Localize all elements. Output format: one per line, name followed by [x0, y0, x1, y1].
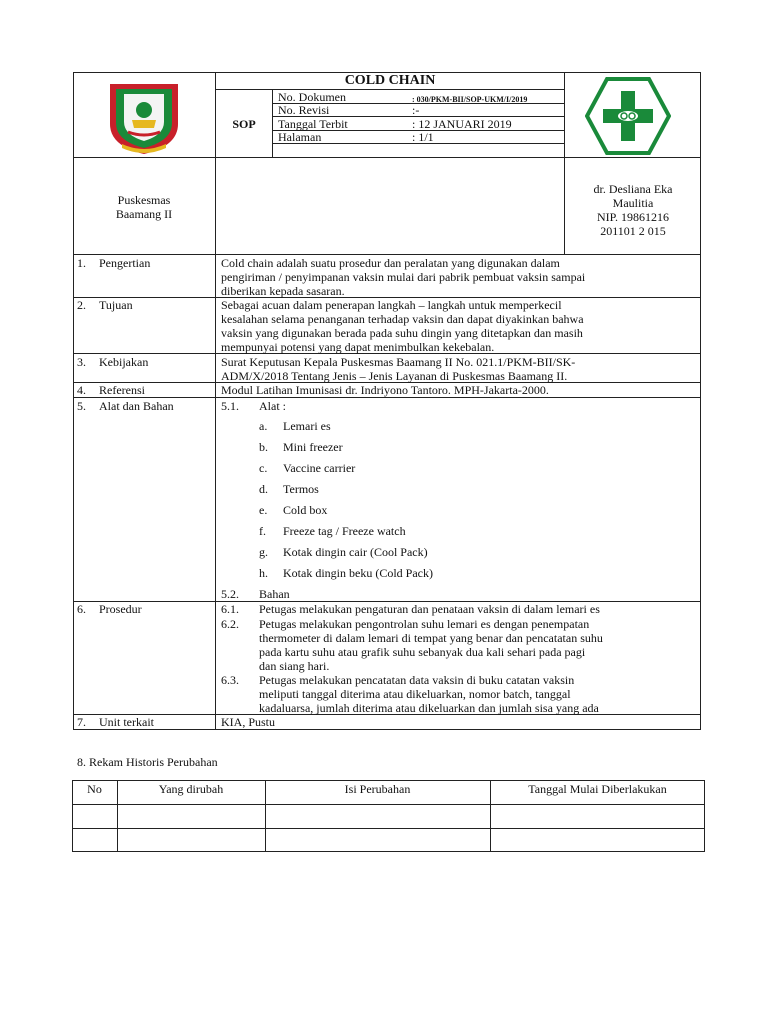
organization-name: Puskesmas Baamang II: [115, 193, 173, 221]
list-item: Kotak dingin beku (Cold Pack): [283, 566, 433, 580]
meta-label: Halaman: [278, 130, 322, 144]
list-item-letter: c.: [259, 461, 268, 475]
step-text: meliputi tanggal diterima atau dikeluarkan, nomor batch, tanggal: [259, 687, 571, 701]
section-number: 6.: [77, 602, 86, 616]
divider: [564, 72, 565, 255]
section-text-line: Sebagai acuan dalam penerapan langkah – langkah untuk memperkecil: [221, 298, 562, 312]
step-text: thermometer di dalam lemari di tempat yang benar dan pencatatan suhu: [259, 631, 603, 645]
section-number: 1.: [77, 256, 86, 270]
section-text-line: ADM/X/2018 Tentang Jenis – Jenis Layanan di Puskesmas Baamang II.: [221, 369, 568, 383]
meta-value: : 1/1: [412, 130, 434, 144]
meta-label: Tanggal Terbit: [278, 117, 348, 131]
list-item: Mini freezer: [283, 440, 343, 454]
meta-label: No. Dokumen: [278, 90, 346, 104]
step-number: 6.3.: [221, 673, 239, 687]
section-label: Tujuan: [99, 298, 133, 312]
section-text-line: Surat Keputusan Kepala Puskesmas Baamang II No. 021.1/PKM-BII/SK-: [221, 355, 576, 369]
section-number: 4.: [77, 383, 86, 397]
meta-value: : 12 JANUARI 2019: [412, 117, 512, 131]
list-item: Vaccine carrier: [283, 461, 356, 475]
section-number: 3.: [77, 355, 86, 369]
section-number: 5.: [77, 399, 86, 413]
list-item-letter: f.: [259, 524, 266, 538]
section-text-line: pengiriman / penyimpanan vaksin mulai dari pabrik pembuat vaksin sampai: [221, 270, 586, 284]
divider: [73, 397, 701, 398]
list-item: Freeze tag / Freeze watch: [283, 524, 406, 538]
list-item: Lemari es: [283, 419, 331, 433]
divider: [216, 89, 564, 90]
list-item: Termos: [283, 482, 319, 496]
meta-value: : 030/PKM-BII/SOP-UKM/I/2019: [412, 95, 528, 104]
divider: [215, 157, 565, 158]
document-title: COLD CHAIN: [344, 73, 436, 88]
section-label: Pengertian: [99, 256, 151, 270]
section-text-line: diberikan kepada sasaran.: [221, 284, 345, 298]
column-header-date: Tanggal Mulai Diberlakukan: [528, 782, 667, 796]
subsection-number: 5.1.: [221, 399, 239, 413]
section-number: 2.: [77, 298, 86, 312]
column-header-content: Isi Perubahan: [344, 782, 411, 796]
list-item-letter: b.: [259, 440, 268, 454]
section-label: Kebijakan: [99, 355, 149, 369]
divider: [215, 72, 216, 255]
section-text-line: kesalahan selama penanganan terhadap vaksin dan dapat diyakinkan bahwa: [221, 312, 584, 326]
signer-block: dr. Desliana Eka Maulitia NIP. 19861216 201101 2 015: [593, 182, 673, 238]
meta-value: :-: [412, 103, 420, 117]
section-label: Unit terkait: [99, 715, 154, 729]
subsection-label: Bahan: [259, 587, 290, 601]
step-text: Petugas melakukan pengontrolan suhu lemari es dengan penempatan: [259, 617, 590, 631]
step-number: 6.1.: [221, 602, 239, 616]
divider: [215, 255, 216, 730]
step-text: dan siang hari.: [259, 659, 330, 673]
meta-label: No. Revisi: [278, 103, 330, 117]
section-text-line: vaksin yang digunakan berada pada suhu dingin yang ditetapkan dan masih: [221, 326, 583, 340]
puskesmas-logo: [585, 77, 671, 155]
divider: [73, 157, 216, 158]
divider: [72, 828, 705, 829]
step-text: pada kartu suhu atau grafik suhu sebanyak dua kali sehari pada pagi: [259, 645, 586, 659]
section-text-line: Modul Latihan Imunisasi dr. Indriyono Tantoro. MPH-Jakarta-2000.: [221, 383, 549, 397]
list-item-letter: g.: [259, 545, 268, 559]
section-text-line: Cold chain adalah suatu prosedur dan peralatan yang digunakan dalam: [221, 256, 560, 270]
divider: [564, 157, 701, 158]
divider: [72, 804, 705, 805]
sop-label: SOP: [232, 117, 256, 131]
list-item: Cold box: [283, 503, 328, 517]
list-item-letter: e.: [259, 503, 268, 517]
section-label: Prosedur: [99, 602, 142, 616]
step-text: Petugas melakukan pengaturan dan penataan vaksin di dalam lemari es: [259, 602, 600, 616]
subsection-label: Alat :: [259, 399, 286, 413]
column-header-changed: Yang dirubah: [158, 782, 224, 796]
section-text-line: KIA, Pustu: [221, 715, 276, 729]
list-item-letter: h.: [259, 566, 268, 580]
step-number: 6.2.: [221, 617, 239, 631]
column-header-no: No: [87, 782, 102, 796]
step-text: Petugas melakukan pencatatan data vaksin di buku catatan vaksin: [259, 673, 575, 687]
divider: [272, 89, 273, 157]
history-title: 8. Rekam Historis Perubahan: [77, 755, 218, 769]
section-label: Referensi: [99, 383, 145, 397]
list-item: Kotak dingin cair (Cool Pack): [283, 545, 428, 559]
list-item-letter: a.: [259, 419, 268, 433]
subsection-number: 5.2.: [221, 587, 239, 601]
section-number: 7.: [77, 715, 86, 729]
section-text-line: mempunyai potensi yang dapat menimbulkan kekebalan.: [221, 340, 495, 354]
regional-emblem-logo: [104, 80, 184, 156]
step-text: kadaluarsa, jumlah diterima atau dikeluarkan dan jumlah sisa yang ada: [259, 701, 599, 715]
section-label: Alat dan Bahan: [99, 399, 174, 413]
list-item-letter: d.: [259, 482, 268, 496]
